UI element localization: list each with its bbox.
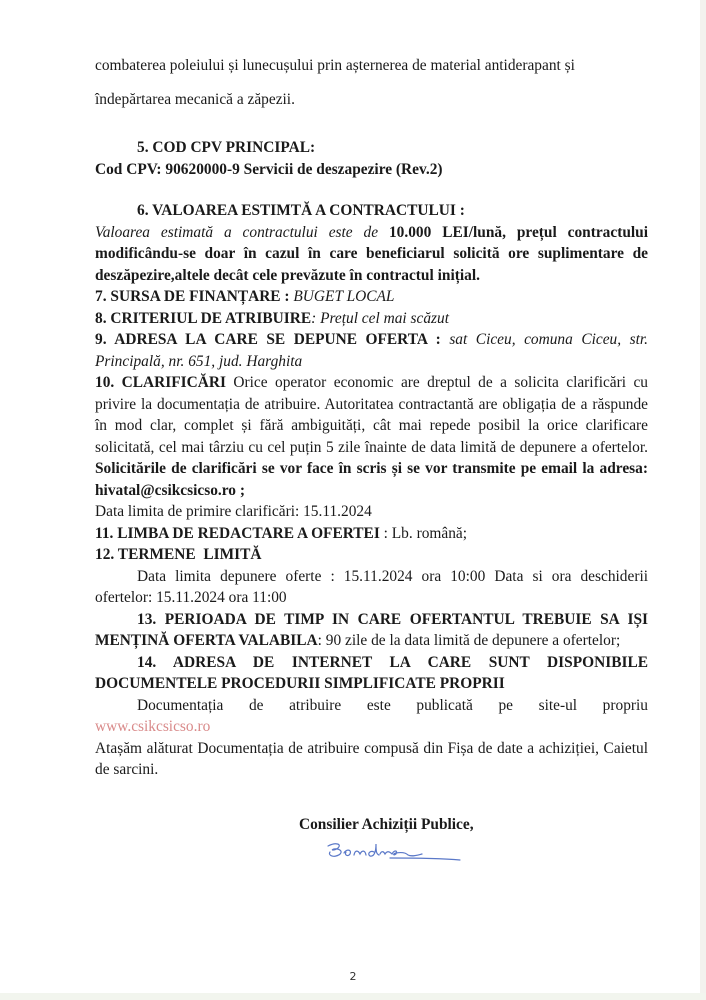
section-13-label: 13. PERIOADA DE TIMP IN CARE OFERTANTUL TREBUIE SA IȘI MENȚINĂ OFERTA VALABILA [95, 610, 648, 649]
cpv-code: Cod CPV: 90620000-9 Servicii de deszapezire (Rev.2) [95, 160, 443, 178]
deadlines-text: Data limita depunere oferte : 15.11.2024 ora 10:00 Data si ora deschiderii ofertelor: 15.11.2024 ora 11:00 [95, 567, 648, 606]
section-8-label: 8. CRITERIUL DE ATRIBUIRE [95, 309, 312, 327]
signature-block [299, 816, 529, 834]
clarifications-text: Orice operator economic are dreptul de a solicita clarificări cu privire la documentația de atribuire. Autoritatea contractantă are obligația de a răspunde în mod clar, complet și fără ambiguități, cât mai repede posibil la orice clarificare solicitată, cel mai târziu cu cel puțin 5 zile înainte de data limită de depunere a ofertelor. [95, 374, 648, 456]
section-13 [95, 609, 648, 652]
intro-line-1: combaterea poleiului și lunecușului prin așternerea de material antiderapant și [95, 57, 575, 74]
section-5-heading: 5. COD CPV PRINCIPAL: [137, 139, 316, 156]
clarifications-email[interactable]: Solicitările de clarificări se vor face în scris și se vor transmite pe email la adresa: hivatal@csikcsicso.ro ; [95, 460, 648, 499]
section-11 [95, 523, 648, 545]
funding-source: BUGET LOCAL [293, 288, 395, 305]
section-6-text [95, 222, 648, 287]
signatory-title: Consilier Achiziții Publice, [299, 816, 474, 833]
page-edge-right [700, 0, 706, 1000]
section-14-heading: 14. ADRESA DE INTERNET LA CARE SUNT DISPONIBILE DOCUMENTELE PROCEDURII SIMPLIFICATE PROPRII [95, 653, 648, 692]
offer-validity: : 90 zile de la data limită de depunere a ofertelor; [317, 632, 621, 649]
section-9-label: 9. ADRESA LA CARE SE DEPUNE OFERTA : [95, 331, 441, 348]
page-number: 2 [349, 970, 357, 983]
section-7 [95, 286, 648, 308]
handwritten-signature [322, 838, 462, 864]
submission-address: sat Ciceu, comuna Ciceu, str. Principală, nr. 651, jud. Harghita [95, 331, 648, 370]
attachments-text: Atașăm alăturat Documentația de atribuire compusă din Fișa de date a achiziției, Caietul de sarcini. [95, 739, 648, 778]
section-9 [95, 329, 648, 372]
award-criterion: : Prețul cel mai scăzut [311, 309, 450, 327]
document-body [95, 49, 648, 781]
section-7-label: 7. SURSA DE FINANȚARE : [95, 288, 290, 305]
website-link[interactable]: www.csikcsicso.ro [95, 718, 211, 735]
section-11-label: 11. LIMBA DE REDACTARE A OFERTEI [95, 524, 380, 542]
clarifications-deadline: Data limita de primire clarificări: 15.11.2024 [95, 503, 372, 520]
section-10-label: 10. CLARIFICĂRI [95, 374, 226, 391]
intro-line-2: îndepărtarea mecanică a zăpezii. [95, 91, 295, 108]
page-edge-bottom [0, 993, 706, 1000]
estimated-value: 10.000 LEI/lună, prețul contractului modificându-se doar în cazul în care beneficiarul solicită ore suplimentare de deszăpezire,altele decât cele prevăzute în contractul inițial. [95, 223, 649, 284]
documentation-text: Documentația de atribuire este publicată pe site-ul propriu [137, 696, 648, 714]
section-8 [95, 308, 648, 330]
section-12-heading: 12. TERMENE LIMITĂ [95, 546, 262, 563]
section-10 [95, 372, 648, 501]
offer-language: : Lb. română; [379, 524, 468, 542]
estimated-value-label: Valoarea estimată a contractului este de [95, 223, 389, 241]
section-6-heading: 6. VALOAREA ESTIMTĂ A CONTRACTULUI : [137, 202, 465, 219]
